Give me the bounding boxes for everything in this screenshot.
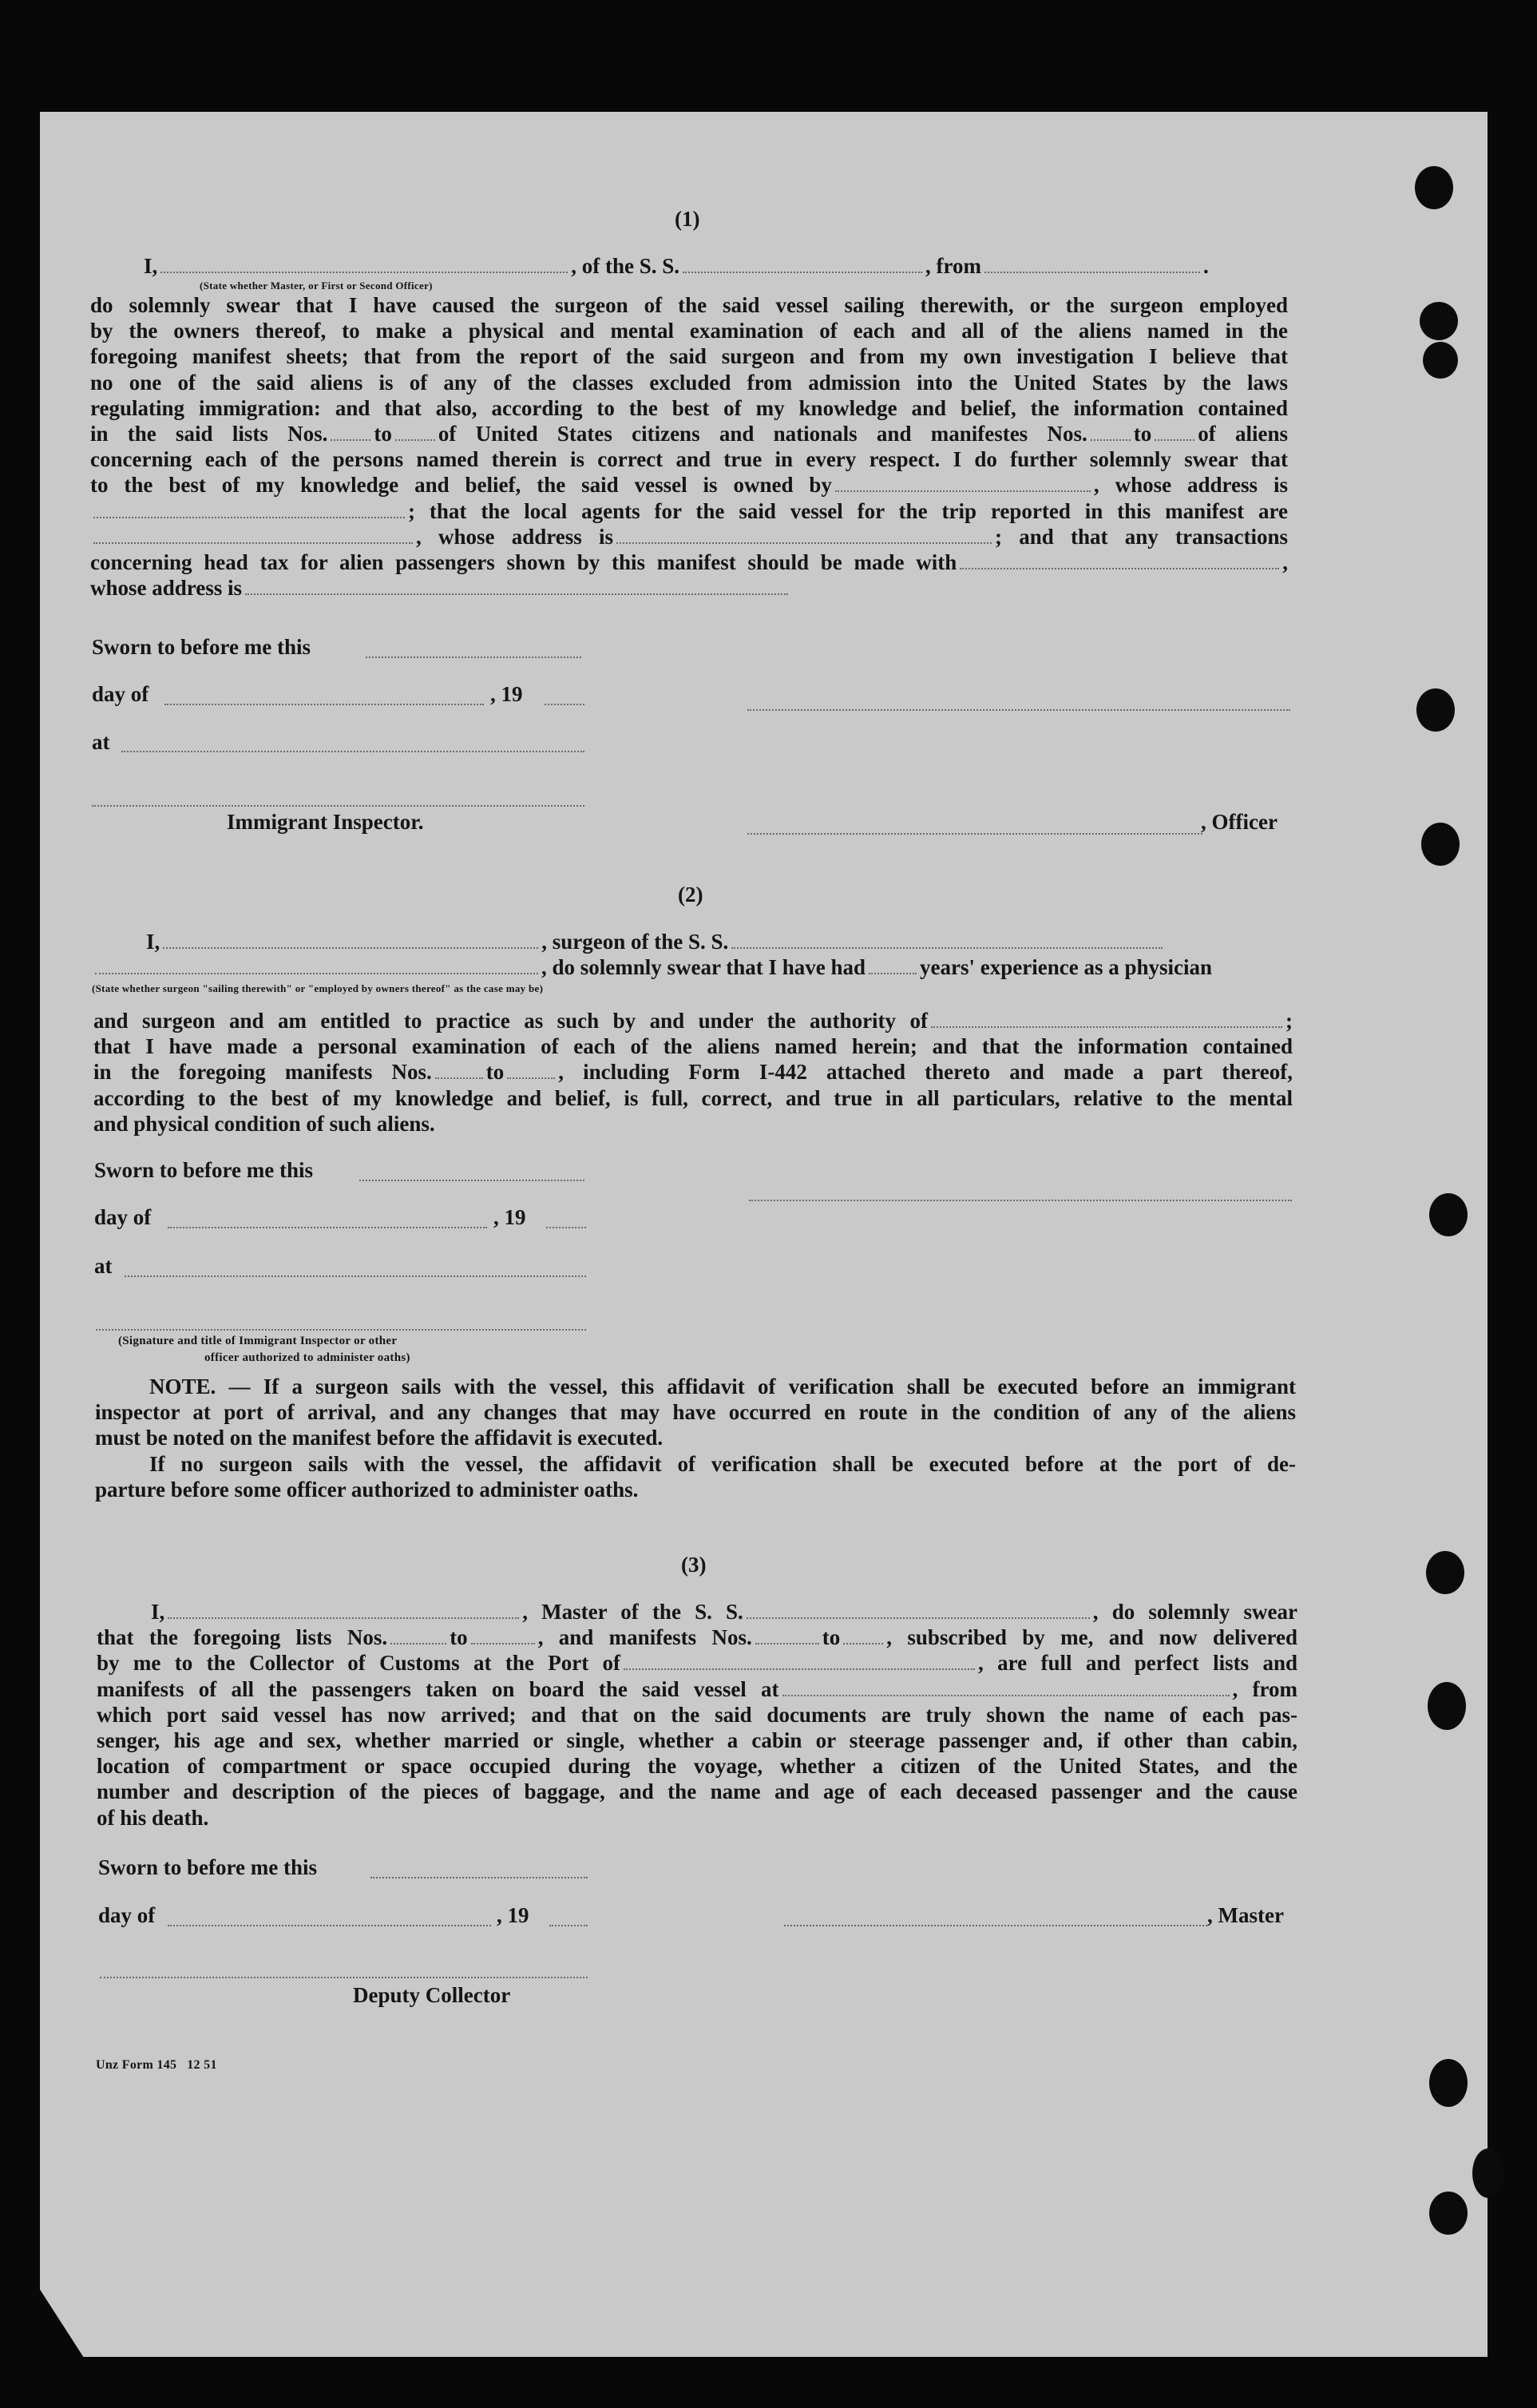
- s1-at-field[interactable]: [121, 751, 584, 752]
- s3-manifests-from-field[interactable]: [755, 1627, 819, 1644]
- s3-deputy-signature-line[interactable]: [100, 1977, 588, 1978]
- s1-year-field[interactable]: [545, 704, 584, 705]
- surgeon-note: (State whether surgeon "sailing therewith" or "employed by owners thereof" as the case may be): [92, 982, 544, 994]
- s1-oath-line: I, , of the S. S. , from .: [144, 254, 1209, 278]
- s1-officer-label: , Officer: [1201, 810, 1278, 834]
- s2-vessel-field[interactable]: [731, 931, 1163, 949]
- s2-sworn-field[interactable]: [359, 1180, 584, 1181]
- s3-vessel-field[interactable]: [747, 1601, 1090, 1619]
- s1-year-label: , 19: [490, 682, 523, 706]
- s1-paragraph: do solemnly swear that I have caused the surgeon of the said vessel sailing therewith, or the surgeon employed by the owners thereof, to make a physical and mental examination of each and all of the aliens named in the foregoing manifest sheets; that from the report of the said surgeon and from my own investigation I believe that no one of the said aliens is of any of the classes excluded from admission into the United States by the laws regulating immigration: and that also, according to the best of my knowledge and belief, the information contained in the said lists Nos. to of United States citizens and nationals and manifestes Nos. to of aliens concerning each of the persons named therein is correct and true in every respect. I do further solemnly swear that to the best of my knowledge and belief, the said vessel is owned by , whose address is ; that the local agents for the said vessel for the trip reported in this manifest are , whose address is ; and that any transactions concerning head tax for alien passengers shown by this manifest should be made with , whose address is: [90, 293, 1288, 601]
- s3-year-field[interactable]: [549, 1925, 588, 1926]
- s2-year-label: , 19: [493, 1205, 526, 1229]
- years-field[interactable]: [869, 957, 917, 974]
- s3-master-label: , Master: [1207, 1903, 1284, 1927]
- binder-hole: [1415, 166, 1453, 209]
- binder-hole: [1429, 1193, 1468, 1236]
- agents-field[interactable]: [93, 526, 413, 544]
- s1-sworn-label: Sworn to before me this: [92, 635, 311, 659]
- s3-sworn-label: Sworn to before me this: [98, 1855, 317, 1879]
- s3-deputy-label: Deputy Collector: [353, 1983, 511, 2007]
- master-name-field[interactable]: [168, 1601, 519, 1619]
- binder-hole: [1429, 2192, 1468, 2235]
- s3-master-signature-line[interactable]: [784, 1925, 1207, 1926]
- s2-paragraph: and surgeon and am entitled to practice as such by and under the authority of ; that I have made a personal examination of each of the aliens named herein; and that the information contained in the foregoing manifests Nos. to , including Form I-442 attached thereto and made a part thereof, according to the best of my knowledge and belief, is full, correct, and true in all particulars, relative to the mental and physical condition of such aliens.: [93, 1009, 1293, 1136]
- s3-manifests-to-field[interactable]: [843, 1627, 883, 1644]
- s2-manifests-from-field[interactable]: [435, 1061, 483, 1079]
- s2-inspector-signature-line[interactable]: [96, 1329, 586, 1331]
- s3-day-of-label: day of: [98, 1903, 156, 1927]
- binder-hole: [1426, 1551, 1464, 1594]
- form-id: Unz Form 145 12 51: [96, 2058, 217, 2072]
- binder-hole: [1429, 2059, 1468, 2107]
- binder-hole: [1472, 2148, 1504, 2198]
- s2-note-paragraph: NOTE. — If a surgeon sails with the vessel, this affidavit of verification shall be executed before an immigrant inspector at port of arrival, and any changes that may have occurred en route in the condition of any of the aliens must be noted on the manifest before the affidavit is executed. If no surgeon sails with the vessel, the affidavit of verification shall be executed before at the port of de- parture before some officer authorized to administer oaths.: [95, 1375, 1296, 1502]
- s3-sworn-field[interactable]: [370, 1877, 588, 1878]
- section-1-number: (1): [675, 207, 700, 231]
- s2-at-field[interactable]: [125, 1275, 586, 1277]
- section-2-number: (2): [678, 883, 703, 906]
- binder-hole: [1420, 302, 1458, 340]
- s2-day-of-label: day of: [94, 1205, 152, 1229]
- s1-sworn-field[interactable]: [366, 657, 581, 658]
- s3-lists-to-field[interactable]: [471, 1627, 535, 1644]
- officer-name-field[interactable]: [160, 256, 568, 273]
- s1-at-label: at: [92, 730, 110, 754]
- vessel-name-field[interactable]: [683, 256, 922, 273]
- head-tax-address-field[interactable]: [245, 577, 788, 595]
- head-tax-field[interactable]: [960, 552, 1279, 569]
- owner-address-field[interactable]: [93, 501, 405, 518]
- lists-from-field[interactable]: [331, 423, 370, 441]
- s2-year-field[interactable]: [546, 1227, 586, 1228]
- binder-hole: [1421, 823, 1460, 866]
- port-field[interactable]: [624, 1652, 975, 1670]
- port-from-field[interactable]: [984, 256, 1200, 273]
- s3-year-label: , 19: [497, 1903, 529, 1927]
- manifests-to-field[interactable]: [1155, 423, 1194, 441]
- s2-signature-note-2: officer authorized to administer oaths): [204, 1351, 410, 1364]
- s2-at-label: at: [94, 1254, 113, 1278]
- s1-day-of-label: day of: [92, 682, 149, 706]
- binder-hole: [1423, 342, 1458, 379]
- s1-day-field[interactable]: [164, 704, 484, 705]
- s2-sworn-label: Sworn to before me this: [94, 1158, 313, 1182]
- s1-officer-line[interactable]: [747, 833, 1202, 835]
- officer-note: (State whether Master, or First or Second Officer): [200, 280, 433, 292]
- binder-hole: [1428, 1682, 1466, 1730]
- s3-lists-from-field[interactable]: [390, 1627, 446, 1644]
- surgeon-status-field[interactable]: [95, 957, 538, 974]
- s2-surgeon-signature-line[interactable]: [749, 1200, 1292, 1201]
- s2-experience-line: , do solemnly swear that I have had years' experience as a physician: [92, 954, 1212, 981]
- s2-oath-line: I, , surgeon of the S. S.: [146, 929, 1166, 955]
- s1-inspector-label: Immigrant Inspector.: [227, 810, 424, 834]
- s2-signature-note-1: (Signature and title of Immigrant Inspector or other: [118, 1335, 398, 1347]
- s2-manifests-to-field[interactable]: [507, 1061, 555, 1079]
- lists-to-field[interactable]: [395, 423, 435, 441]
- s2-day-field[interactable]: [168, 1227, 487, 1228]
- surgeon-name-field[interactable]: [163, 931, 538, 949]
- authority-field[interactable]: [931, 1010, 1282, 1028]
- manifests-from-field[interactable]: [1091, 423, 1131, 441]
- s3-day-field[interactable]: [168, 1925, 491, 1926]
- owner-field[interactable]: [835, 474, 1091, 492]
- section-3-number: (3): [681, 1553, 707, 1577]
- s1-officer-signature-line[interactable]: [747, 709, 1290, 711]
- agents-address-field[interactable]: [616, 526, 992, 544]
- s1-inspector-signature-line[interactable]: [92, 805, 584, 807]
- embark-port-field[interactable]: [782, 1679, 1230, 1696]
- binder-hole: [1416, 688, 1455, 732]
- s3-paragraph: I, , Master of the S. S. , do solemnly swear that the foregoing lists Nos. to , and manifests Nos. to , subscribed by me, and now delivered by me to the Collector of Customs at the Port of , are full and perfect lists and manifests of all the passengers taken on board the said vessel at , from which port said vessel has now arrived; and that on the said documents are truly shown the name of each pas- senger, his age and sex, whether married or single, whether a cabin or steerage passenger and, if other than cabin, location of compartment or space occupied during the voyage, whether a citizen of the United States, and the number and description of the pieces of baggage, and the name and age of each deceased passenger and the cause of his death.: [97, 1600, 1298, 1830]
